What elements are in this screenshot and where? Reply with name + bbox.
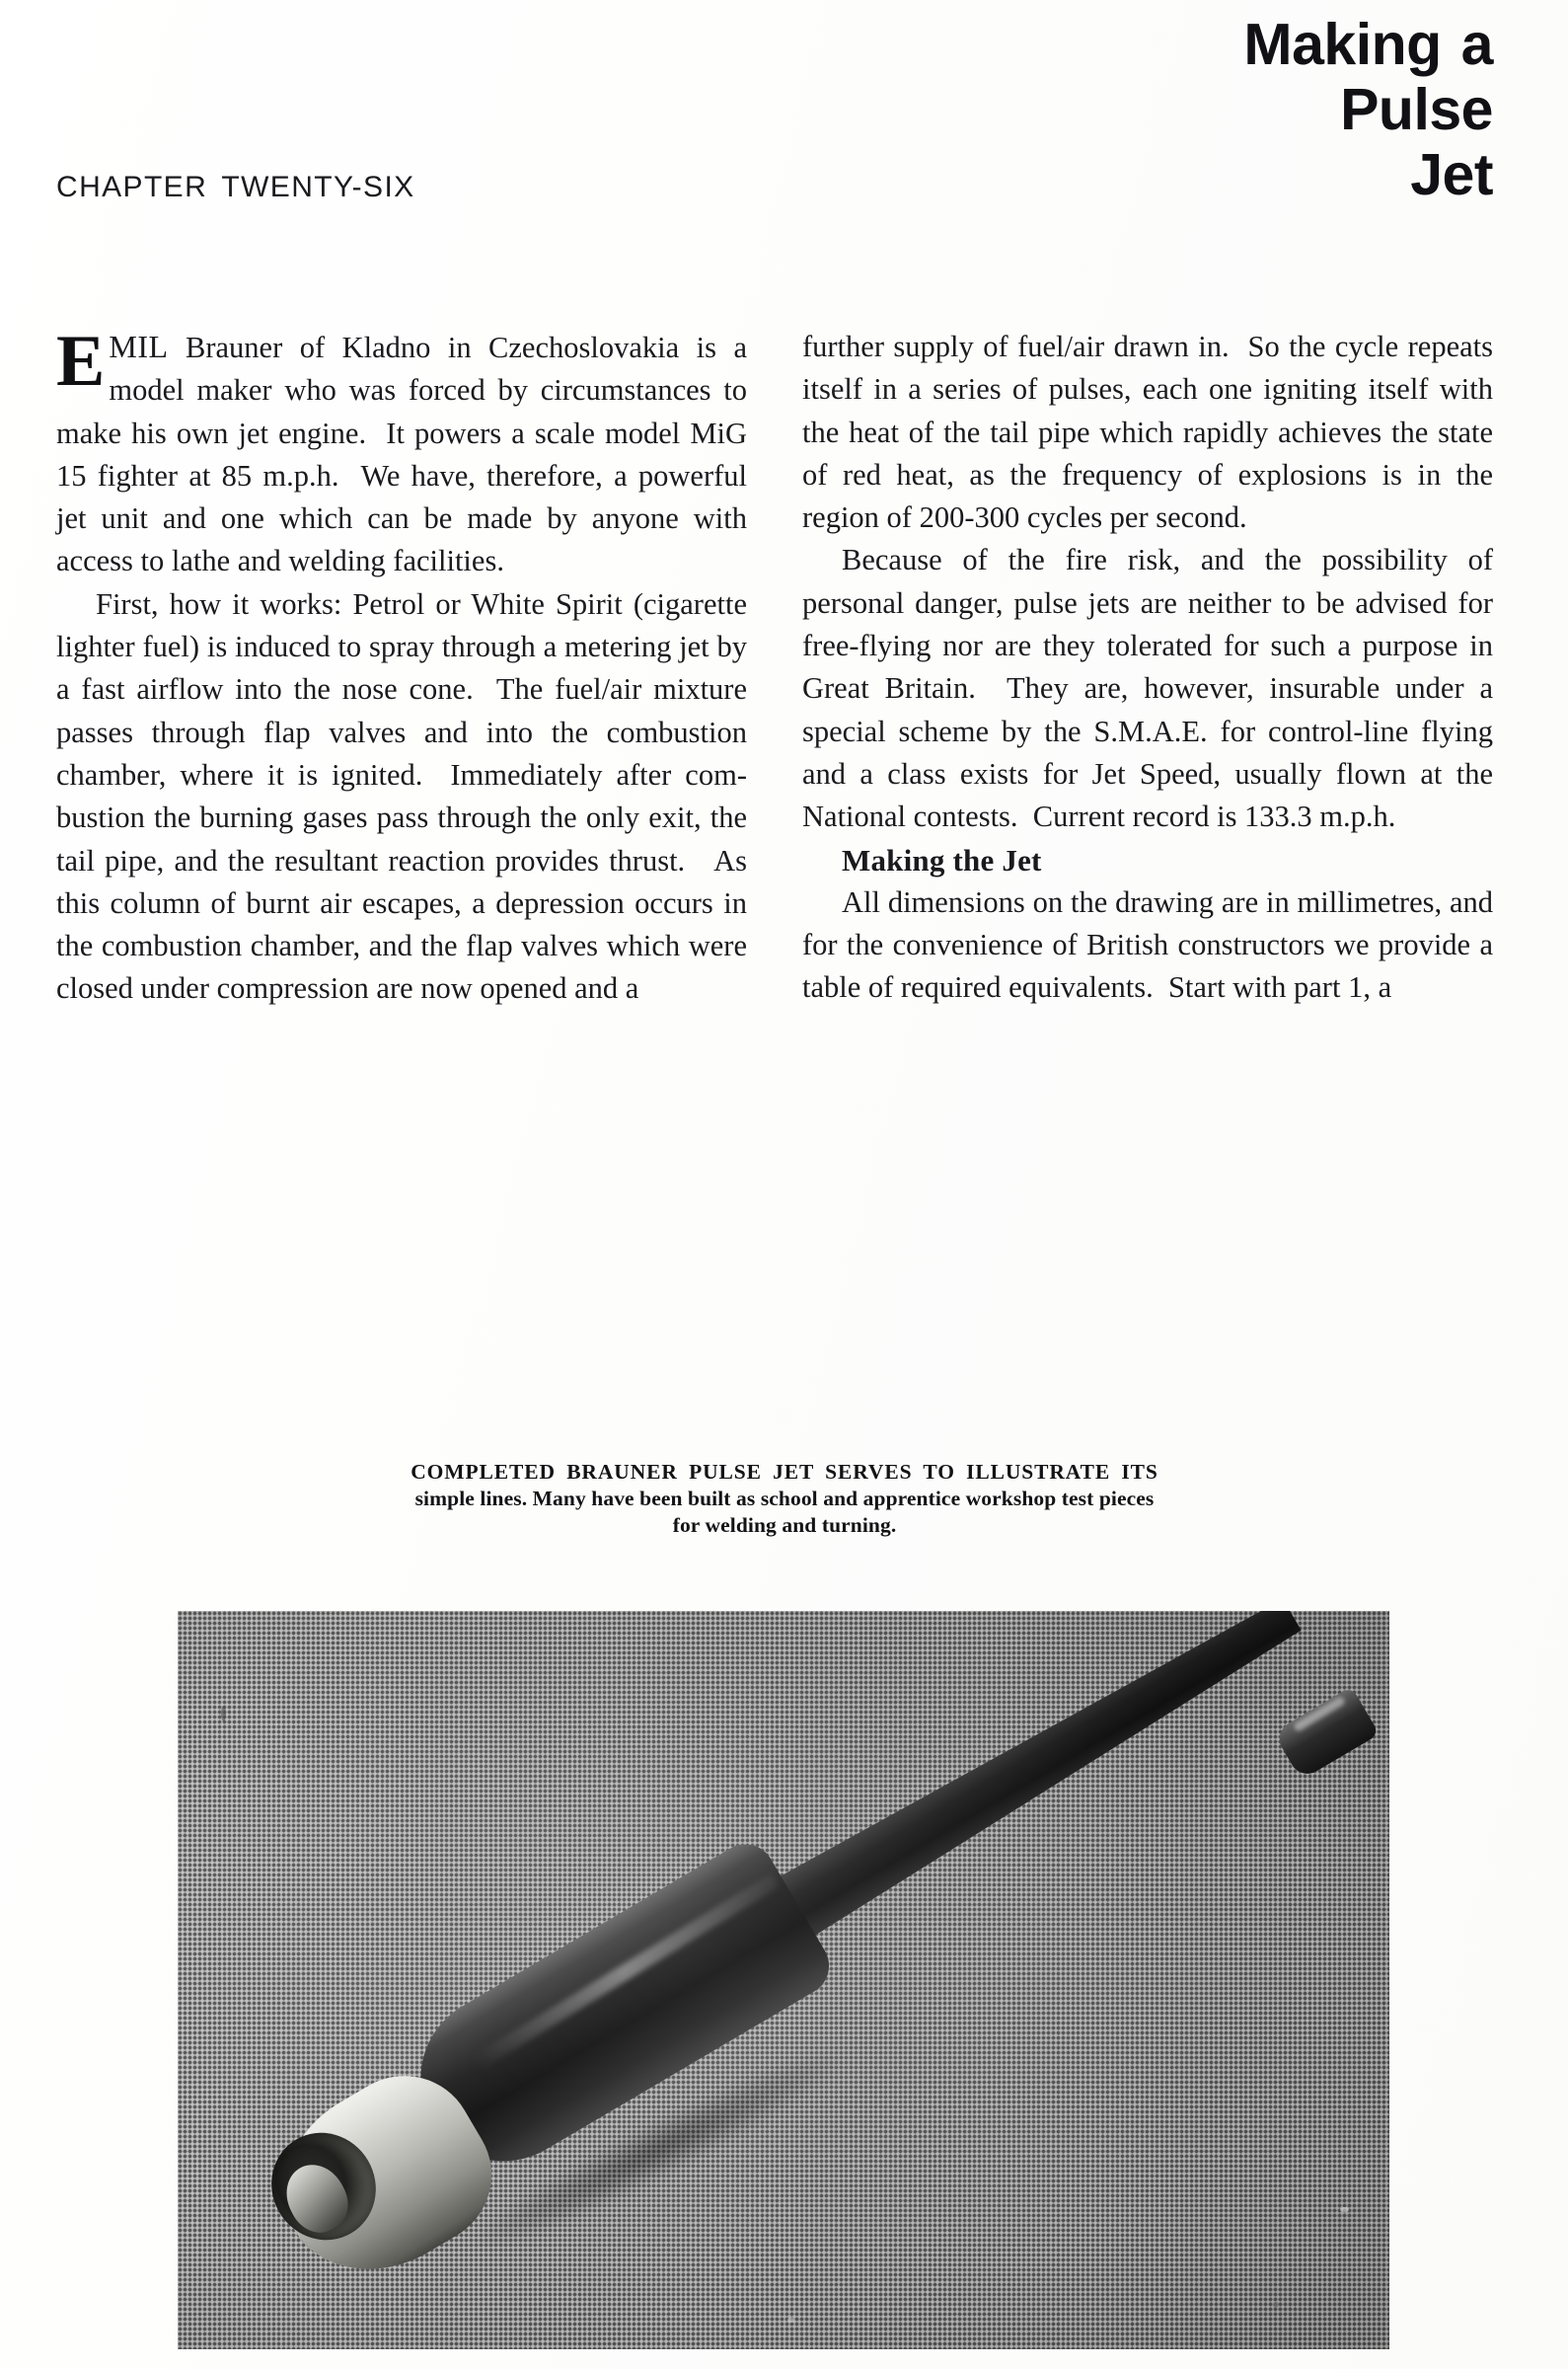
scan-speck	[787, 2318, 794, 2323]
figure-caption-lead: COMPLETED BRAUNER PULSE JET SERVES TO ILLUSTRATE ITS	[411, 1460, 1158, 1484]
pulse-jet-photograph	[178, 1611, 1389, 2349]
body-column-right	[802, 326, 1493, 1010]
article-body	[56, 321, 1493, 1446]
scan-speck	[1340, 2207, 1349, 2212]
chapter-label: CHAPTER TWENTY-SIX	[56, 171, 415, 203]
photo-vignette	[178, 1611, 1389, 2349]
figure-caption-body-line-1: simple lines. Many have been built as school and apprentice workshop test pieces	[414, 1487, 1155, 1510]
drop-cap-letter: E	[56, 321, 106, 402]
figure-caption	[118, 1459, 1451, 1539]
page-header	[0, 0, 1568, 316]
paragraph-intro	[56, 321, 747, 583]
article-title-word-making: Making	[1243, 12, 1442, 77]
article-title	[861, 12, 1493, 207]
subheading-making-the-jet: Making the Jet	[842, 842, 1042, 878]
article-title-word-a: a	[1460, 12, 1493, 77]
paragraph-how-it-works: First, how it works: Petrol or White Spirit (cigarette lighter fuel) is induced to spray through a metering jet by a fast airflow into the nose cone. The fuel/air mixture passes through flap valves and into the combustion chamber, where it is ignited. Immediately after combustion the burning gases pass through the only exit, the tail pipe, and the resultant reaction provides thrust. As this column of burnt air escapes, a depression occurs in the combustion chamber, and the flap valves which were closed under compression are now opened and a	[56, 586, 747, 1006]
paragraph-fire-risk: Because of the fire risk, and the possibility of personal danger, pulse jets are neither to be advised for free-flying nor are they tolerated for such a purpose in Great Britain. They are, however, insurable under a special scheme by the S.M.A.E. for control-line flying and a class exists for Jet Speed, usually flown at the National contests. Current record is 133.3 m.p.h.	[802, 543, 1493, 834]
article-title-line-2: Pulse	[1340, 77, 1493, 143]
paragraph-dimensions: All dimensions on the drawing are in millimetres, and for the convenience of British constructors we provide a table of required equivalents. Start with part 1, a	[802, 884, 1493, 1005]
small-caps-run: MIL	[109, 329, 169, 364]
paragraph-cycle: further supply of fuel/air drawn in. So the cycle repeats itself in a series of pulses, each one igniting itself with the heat of the tail pipe which rapidly achieves the state of red heat, as the frequency of explosions is in the region of 200-300 cycles per second.	[802, 330, 1493, 535]
article-title-line-3: Jet	[1410, 142, 1493, 208]
paragraph-intro-text: Brauner of Kladno in Czechoslovakia is a model maker who was forced by circumstances to make his own jet engine. It powers a scale model MiG 15 fighter at 85 m.p.h. We have, therefore, a powerful jet unit and one which can be made by anyone with access to lathe and welding facilities.	[56, 331, 747, 578]
scan-speck	[221, 1706, 226, 1721]
body-column-left	[56, 321, 747, 1011]
scan-speck	[1273, 2302, 1279, 2308]
article-title-line-1	[861, 12, 1493, 77]
figure-caption-body-line-2: for welding and turning.	[672, 1513, 897, 1537]
